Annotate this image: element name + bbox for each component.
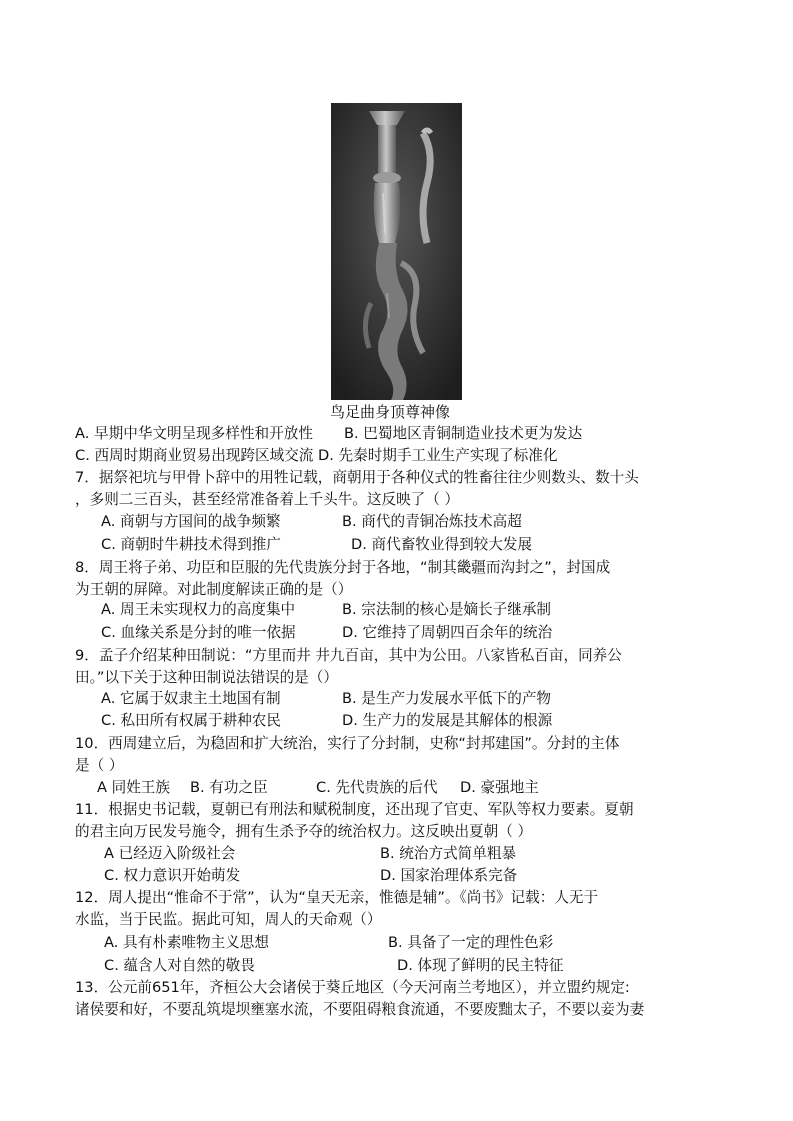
q9-option-c: C. 私田所有权属于耕种农民	[101, 712, 282, 729]
q11-stem-line1: 11．根据史书记载，夏朝已有刑法和赋税制度，还出现了官吏、军队等权力要素。夏朝	[75, 801, 634, 818]
q6-option-a: A. 早期中华文明呈现多样性和开放性	[75, 425, 313, 442]
q12-option-d: D. 体现了鲜明的民主特征	[397, 957, 564, 974]
q13-stem-line2: 诸侯要和好，不要乱筑堤坝壅塞水流，不要阻碍粮食流通，不要废黜太子，不要以妾为妻	[75, 1001, 645, 1018]
q9-stem-line2: 田。”以下关于这种田制说法错误的是（）	[75, 669, 338, 686]
q13-stem-line1: 13．公元前651年，齐桓公大会诸侯于葵丘地区（今天河南兰考地区），并立盟约规定:	[75, 979, 630, 996]
q8-option-b: B. 宗法制的核心是嫡长子继承制	[342, 601, 552, 618]
q12-option-c: C. 蕴含人对自然的敬畏	[104, 957, 255, 974]
q7-stem-line1: 7．据祭祀坑与甲骨卜辞中的用牲记载，商朝用于各种仪式的牲畜往往少则数头、数十头	[75, 469, 639, 486]
q11-stem-line2: 的君主向万民发号施令，拥有生杀予夺的统治权力。这反映出夏朝（ ）	[75, 823, 533, 840]
q8-stem-line2: 为王朝的屏障。对此制度解读正确的是（）	[75, 581, 353, 598]
q11-option-c: C. 权力意识开始萌发	[104, 867, 241, 884]
q7-option-c: C. 商朝时牛耕技术得到推广	[101, 536, 282, 553]
q10-stem-line1: 10．西周建立后，为稳固和扩大统治，实行了分封制，史称“封邦建国”。分封的主体	[75, 735, 620, 752]
q8-stem-line1: 8．周王将子弟、功臣和臣服的先代贵族分封于各地，“制其畿疆而沟封之”，封国成	[75, 559, 611, 576]
q6-option-d: D. 先秦时期手工业生产实现了标准化	[318, 447, 558, 464]
figure-caption: 鸟足曲身顶尊神像	[330, 403, 451, 421]
q10-stem-line2: 是（ ）	[75, 757, 124, 774]
q7-option-d: D. 商代畜牧业得到较大发展	[351, 536, 533, 553]
q9-option-a: A. 它属于奴隶主土地国有制	[101, 690, 281, 707]
q6-option-c: C. 西周时期商业贸易出现跨区域交流	[75, 447, 314, 464]
q11-option-d: D. 国家治理体系完备	[380, 867, 518, 884]
q10-option-d: D. 豪强地主	[460, 779, 539, 796]
q12-stem-line2: 水监，当于民监。据此可知，周人的天命观（）	[75, 911, 382, 928]
q9-option-d: D. 生产力的发展是其解体的根源	[342, 712, 553, 729]
q10-option-b: B. 有功之臣	[190, 779, 268, 796]
q8-option-a: A. 周王未实现权力的高度集中	[101, 601, 296, 618]
q10-option-a: A 同姓王族	[97, 779, 170, 796]
q9-option-b: B. 是生产力发展水平低下的产物	[342, 690, 552, 707]
q7-stem-line2: ，多则二三百头，甚至经常准备着上千头牛。这反映了（ ）	[75, 491, 460, 508]
q10-option-c: C. 先代贵族的后代	[316, 779, 438, 796]
q11-option-b: B. 统治方式简单粗暴	[380, 845, 517, 862]
q9-stem-line1: 9．孟子介绍某种田制说：“方里而井 井九百亩，其中为公田。八家皆私百亩，同养公	[75, 647, 622, 664]
statue-illustration	[331, 103, 462, 400]
q11-option-a: A 已经迈入阶级社会	[104, 845, 236, 862]
q6-option-b: B. 巴蜀地区青铜制造业技术更为发达	[344, 425, 583, 442]
q8-option-c: C. 血缘关系是分封的唯一依据	[101, 624, 296, 641]
q7-option-a: A. 商朝与方国间的战争频繁	[101, 513, 281, 530]
q12-option-a: A. 具有朴素唯物主义思想	[104, 934, 269, 951]
q7-option-b: B. 商代的青铜冶炼技术高超	[342, 513, 522, 530]
q8-option-d: D. 它维持了周朝四百余年的统治	[342, 624, 553, 641]
bronze-statue-photo	[331, 103, 462, 400]
q12-stem-line1: 12．周人提出“惟命不于常”，认为“皇天无亲，惟德是辅”。《尚书》记载：人无于	[75, 889, 599, 906]
q12-option-b: B. 具备了一定的理性色彩	[388, 934, 554, 951]
